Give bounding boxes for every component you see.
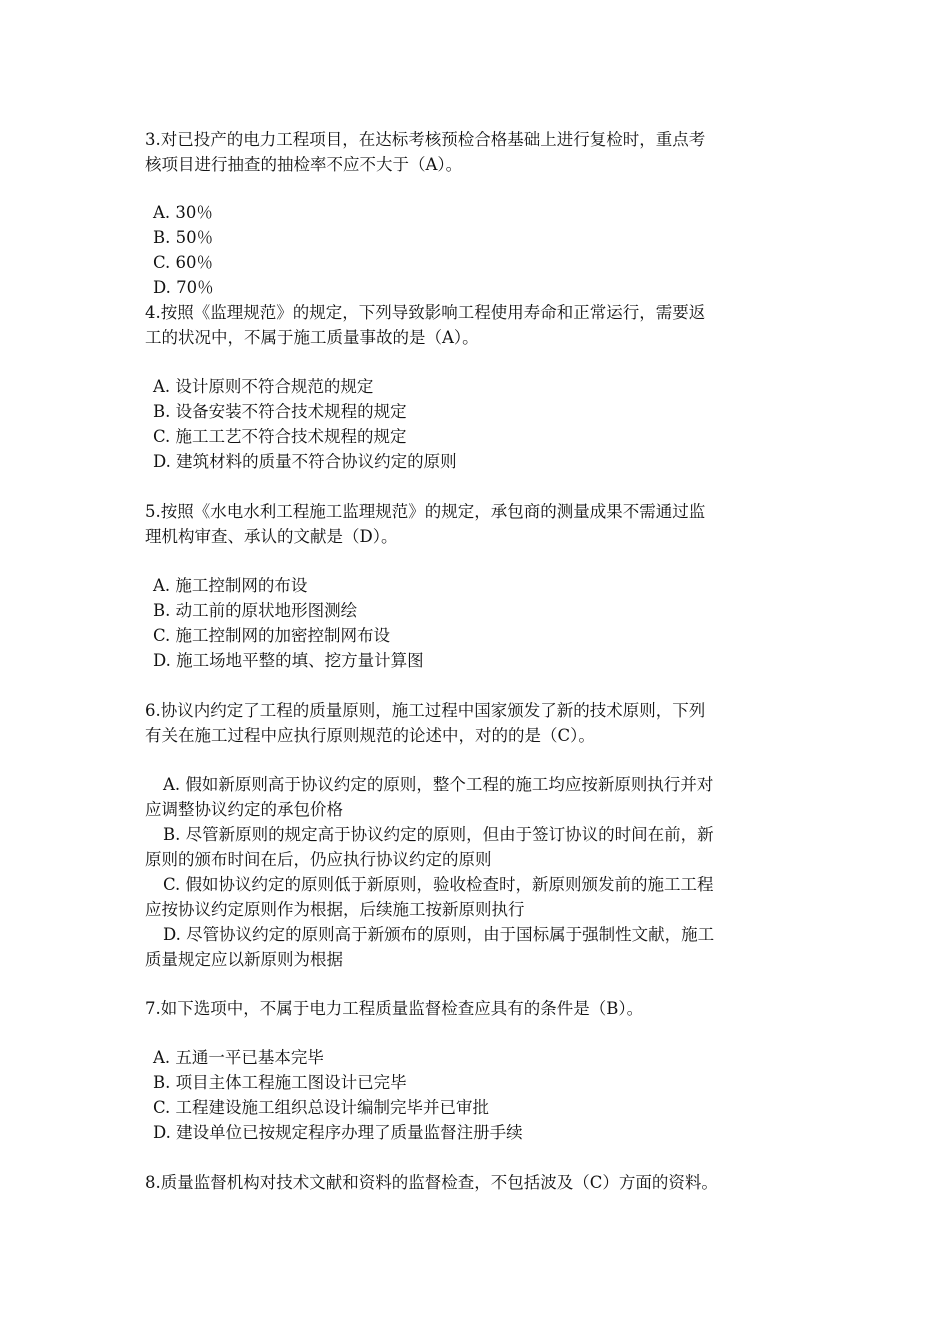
question-7-line-1: 7.如下选项中，不属于电力工程质量监督检查应具有的条件是（B）。	[145, 999, 644, 1018]
question-7-option-d: D. 建设单位已按规定程序办理了质量监督注册手续	[153, 1123, 523, 1142]
question-6-option-a-line-2: 应调整协议约定的承包价格	[145, 800, 343, 819]
question-3-options	[153, 200, 813, 300]
question-4-option-a: A. 设计原则不符合规范的规定	[153, 377, 374, 396]
question-6-line-2: 有关在施工过程中应执行原则规范的论述中，对的的是（C）。	[145, 726, 595, 745]
question-6-option-b-line-2: 原则的颁布时间在后，仍应执行协议约定的原则	[145, 850, 492, 869]
question-4-line-2: 工的状况中，不属于施工质量事故的是（A）。	[145, 328, 479, 347]
question-5-option-c: C. 施工控制网的加密控制网布设	[153, 626, 391, 645]
question-3-option-c: C. 60％	[153, 253, 214, 272]
question-6-option-c-line-1: C. 假如协议约定的原则低于新原则，验收检查时，新原则颁发前的施工工程	[163, 875, 714, 894]
question-4-options	[153, 374, 813, 474]
question-5-line-2: 理机构审查、承认的文献是（D）。	[145, 527, 398, 546]
question-4-option-c: C. 施工工艺不符合技术规程的规定	[153, 427, 407, 446]
question-7-option-c: C. 工程建设施工组织总设计编制完毕并已审批	[153, 1098, 490, 1117]
question-6-option-a-line-1: A. 假如新原则高于协议约定的原则，整个工程的施工均应按新原则执行并对	[163, 775, 714, 794]
question-6-option-c-line-2: 应按协议约定原则作为根据，后续施工按新原则执行	[145, 900, 525, 919]
question-3-stem	[145, 127, 810, 177]
question-4-stem	[145, 300, 810, 350]
question-8-stem	[145, 1170, 810, 1195]
question-6-option-d-line-2: 质量规定应以新原则为根据	[145, 950, 343, 969]
question-6-line-1: 6.协议内约定了工程的质量原则，施工过程中国家颁发了新的技术原则，下列	[145, 701, 706, 720]
question-7-options	[153, 1045, 813, 1145]
question-6-stem	[145, 698, 810, 748]
question-7-option-b: B. 项目主体工程施工图设计已完毕	[153, 1073, 407, 1092]
question-5-line-1: 5.按照《水电水利工程施工监理规范》的规定，承包商的测量成果不需通过监	[145, 502, 706, 521]
question-5-option-b: B. 动工前的原状地形图测绘	[153, 601, 358, 620]
question-3-option-b: B. 50％	[153, 228, 214, 247]
question-5-option-d: D. 施工场地平整的填、挖方量计算图	[153, 651, 424, 670]
question-5-option-a: A. 施工控制网的布设	[153, 576, 308, 595]
question-3-line-2: 核项目进行抽查的抽检率不应不大于（A）。	[145, 155, 463, 174]
question-8-line-1: 8.质量监督机构对技术文献和资料的监督检查，不包括波及（C）方面的资料。	[145, 1173, 718, 1192]
question-6-option-b-line-1: B. 尽管新原则的规定高于协议约定的原则，但由于签订协议的时间在前，新	[163, 825, 714, 844]
question-7-stem	[145, 996, 810, 1021]
question-3-option-d: D. 70％	[153, 278, 214, 297]
question-4-option-b: B. 设备安装不符合技术规程的规定	[153, 402, 407, 421]
question-4-line-1: 4.按照《监理规范》的规定，下列导致影响工程使用寿命和正常运行，需要返	[145, 303, 706, 322]
question-5-options	[153, 573, 813, 673]
question-6-options	[145, 772, 805, 972]
question-3-line-1: 3.对已投产的电力工程项目，在达标考核预检合格基础上进行复检时，重点考	[145, 130, 706, 149]
question-3-option-a: A. 30％	[153, 203, 213, 222]
question-7-option-a: A. 五通一平已基本完毕	[153, 1048, 324, 1067]
question-4-option-d: D. 建筑材料的质量不符合协议约定的原则	[153, 452, 457, 471]
question-5-stem	[145, 499, 810, 549]
question-6-option-d-line-1: D. 尽管协议约定的原则高于新颁布的原则，由于国标属于强制性文献，施工	[163, 925, 715, 944]
